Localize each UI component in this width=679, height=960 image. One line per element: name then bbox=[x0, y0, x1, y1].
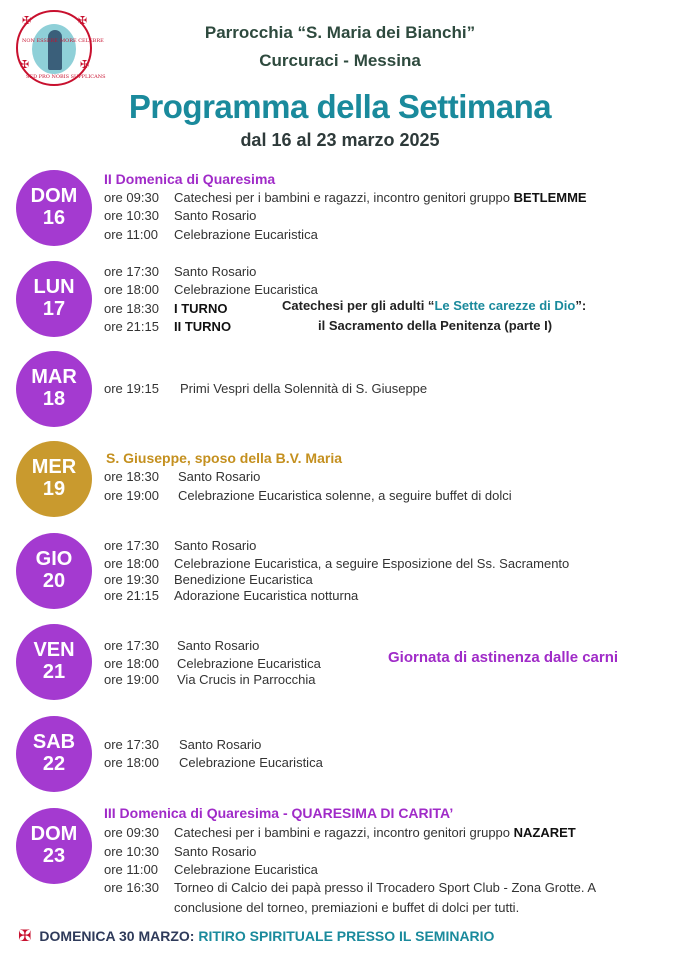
adult-catechesis-note: Catechesi per gli adulti “Le Sette carezze di Dio”: bbox=[282, 298, 587, 313]
day-number: 16 bbox=[42, 207, 66, 229]
schedule-row: ore 21:15 Adorazione Eucaristica notturna bbox=[104, 588, 359, 603]
schedule-row-continued: conclusione del torneo, premiazioni e buffet di dolci per tutti. bbox=[174, 900, 520, 915]
schedule-row: ore 10:30 Santo Rosario bbox=[104, 208, 257, 223]
schedule-row: ore 17:30 Santo Rosario bbox=[104, 264, 257, 279]
schedule-row: ore 19:00 Celebrazione Eucaristica solenne, a seguire buffet di dolci bbox=[104, 488, 512, 503]
day-abbr: LUN bbox=[33, 276, 75, 298]
cross-icon: ✠ bbox=[20, 58, 30, 71]
cross-icon: ✠ bbox=[80, 58, 90, 71]
schedule-row: ore 19:00 Via Crucis in Parrocchia bbox=[104, 672, 316, 687]
day-number: 17 bbox=[42, 298, 66, 320]
date-range: dal 16 al 23 marzo 2025 bbox=[240, 130, 440, 150]
schedule-row: ore 21:15 II TURNO bbox=[104, 319, 232, 334]
footer-label: DOMENICA 30 MARZO: bbox=[39, 928, 195, 944]
cross-icon: ✠ bbox=[78, 14, 88, 27]
day-number: 20 bbox=[42, 570, 66, 592]
header bbox=[0, 0, 679, 160]
abstinence-note: Giornata di astinenza dalle carni bbox=[388, 649, 619, 666]
logo-text-right: MORE CELEBRE bbox=[60, 38, 104, 44]
schedule-row: ore 16:30 Torneo di Calcio dei papà presso il Trocadero Sport Club - Zona Grotte. A bbox=[104, 880, 596, 895]
schedule-row: ore 18:00 Celebrazione Eucaristica bbox=[104, 282, 318, 297]
schedule-row: ore 18:00 Celebrazione Eucaristica bbox=[104, 656, 321, 671]
day-abbr: VEN bbox=[33, 639, 75, 661]
day-abbr: MAR bbox=[31, 366, 77, 388]
day-badge bbox=[16, 808, 92, 884]
schedule-row: ore 09:30 Catechesi per i bambini e ragazzi, incontro genitori gruppo NAZARET bbox=[104, 825, 576, 840]
schedule-row: ore 11:00 Celebrazione Eucaristica bbox=[104, 227, 318, 242]
day-badge bbox=[16, 261, 92, 337]
logo-text-left: NON ESSERE bbox=[22, 38, 58, 44]
day-badge bbox=[16, 624, 92, 700]
schedule-row: ore 11:00 Celebrazione Eucaristica bbox=[104, 862, 318, 877]
schedule-row: ore 10:30 Santo Rosario bbox=[104, 844, 257, 859]
schedule-row: ore 18:00 Celebrazione Eucaristica, a seguire Esposizione del Ss. Sacramento bbox=[104, 556, 570, 571]
day-abbr: SAB bbox=[32, 731, 76, 753]
day-number: 18 bbox=[42, 388, 66, 410]
schedule-row: ore 09:30 Catechesi per i bambini e ragazzi, incontro genitori gruppo BETLEMME bbox=[104, 190, 587, 205]
schedule-row: ore 19:15 Primi Vespri della Solennità di S. Giuseppe bbox=[104, 381, 428, 396]
day-badge bbox=[16, 716, 92, 792]
adult-catechesis-topic: il Sacramento della Penitenza (parte I) bbox=[318, 318, 553, 333]
feast-title: S. Giuseppe, sposo della B.V. Maria bbox=[106, 450, 343, 466]
cross-icon: ✠ bbox=[22, 14, 32, 27]
schedule-row: ore 18:30 I TURNO bbox=[104, 301, 228, 316]
feast-title: II Domenica di Quaresima bbox=[104, 171, 276, 187]
parish-logo bbox=[16, 10, 106, 86]
parish-name: Parrocchia “S. Maria dei Bianchi” bbox=[204, 23, 476, 42]
day-number: 22 bbox=[42, 753, 66, 775]
day-abbr: DOM bbox=[30, 185, 78, 207]
day-number: 19 bbox=[42, 478, 66, 500]
schedule-row: ore 17:30 Santo Rosario bbox=[104, 538, 257, 553]
day-abbr: DOM bbox=[30, 823, 78, 845]
parish-place: Curcuraci - Messina bbox=[259, 51, 421, 70]
cross-icon: ✠ bbox=[18, 926, 32, 945]
day-number: 21 bbox=[42, 661, 66, 683]
day-badge bbox=[16, 533, 92, 609]
schedule-row: ore 17:30 Santo Rosario bbox=[104, 638, 260, 653]
schedule-row: ore 18:00 Celebrazione Eucaristica bbox=[104, 755, 323, 770]
schedule-row: ore 17:30 Santo Rosario bbox=[104, 737, 262, 752]
day-abbr: GIO bbox=[35, 548, 73, 570]
footer-value: RITIRO SPIRITUALE PRESSO IL SEMINARIO bbox=[198, 928, 495, 944]
footer-announcement bbox=[18, 926, 494, 945]
logo-text-bottom: SED PRO NOBIS SUPPLICANS bbox=[26, 74, 106, 80]
day-number: 23 bbox=[42, 845, 66, 867]
day-abbr: MER bbox=[31, 456, 77, 478]
day-badge bbox=[16, 351, 92, 427]
schedule-row: ore 19:30 Benedizione Eucaristica bbox=[104, 572, 313, 587]
page-title: Programma della Settimana bbox=[128, 88, 552, 125]
schedule-row: ore 18:30 Santo Rosario bbox=[104, 469, 261, 484]
feast-title: III Domenica di Quaresima - QUARESIMA DI CARITA’ bbox=[104, 805, 454, 821]
day-badge bbox=[16, 170, 92, 246]
saint-figure-icon bbox=[48, 30, 62, 70]
day-badge bbox=[16, 441, 92, 517]
